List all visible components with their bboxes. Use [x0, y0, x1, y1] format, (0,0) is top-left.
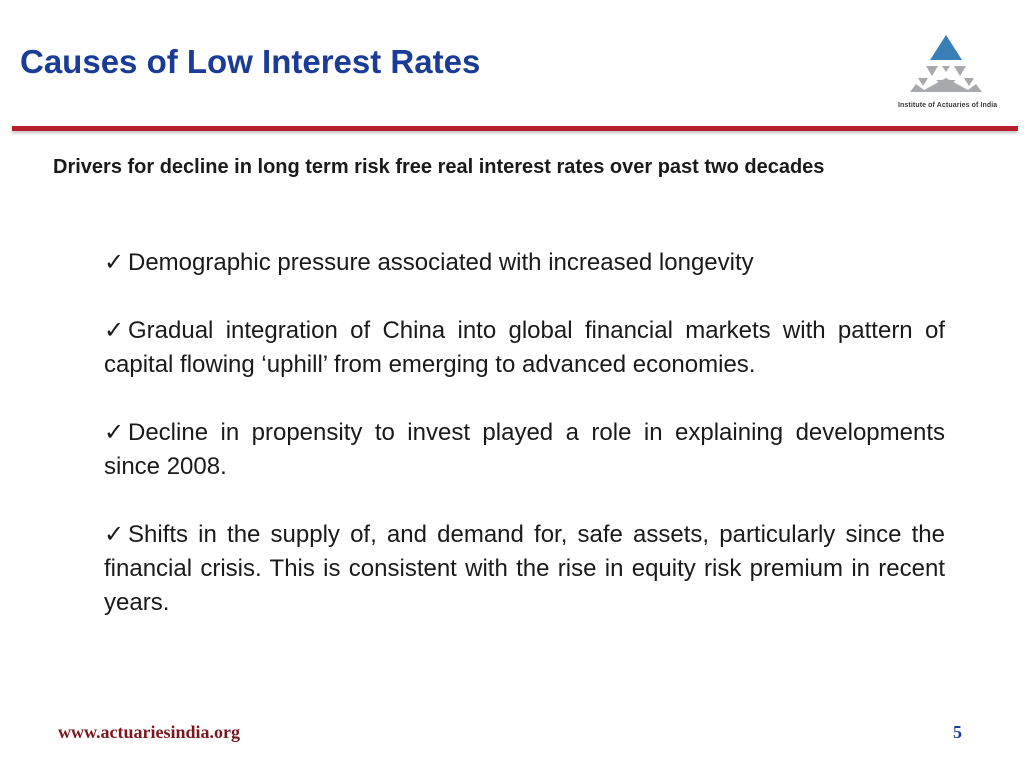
page-number: 5	[953, 722, 962, 742]
bullet-text: Decline in propensity to invest played a role in explaining developments since 2008.	[104, 419, 945, 480]
bullet-list	[104, 246, 945, 654]
header-divider	[12, 126, 1018, 131]
bullet-item	[104, 246, 945, 280]
logo-caption: Institute of Actuaries of India	[898, 102, 998, 109]
checkmark-icon: ✓	[104, 317, 125, 344]
checkmark-icon: ✓	[104, 249, 125, 276]
bullet-item	[104, 518, 945, 620]
bullet-text: Demographic pressure associated with increased longevity	[128, 249, 754, 276]
triangle-logo-icon	[898, 30, 994, 102]
institute-logo	[898, 30, 998, 114]
checkmark-icon: ✓	[104, 419, 125, 446]
bullet-text: Shifts in the supply of, and demand for, safe assets, particularly since the financial crisis. This is consistent with the rise in equity risk premium in recent years.	[104, 521, 945, 616]
bullet-item	[104, 314, 945, 382]
bullet-text: Gradual integration of China into global financial markets with pattern of capital flowing ‘uphill’ from emerging to advanced economies.	[104, 317, 945, 378]
bullet-item	[104, 416, 945, 484]
checkmark-icon: ✓	[104, 521, 125, 548]
slide-subtitle: Drivers for decline in long term risk free real interest rates over past two decades	[53, 156, 825, 178]
slide-title: Causes of Low Interest Rates	[20, 43, 481, 80]
footer-website-link[interactable]: www.actuariesindia.org	[58, 722, 240, 742]
